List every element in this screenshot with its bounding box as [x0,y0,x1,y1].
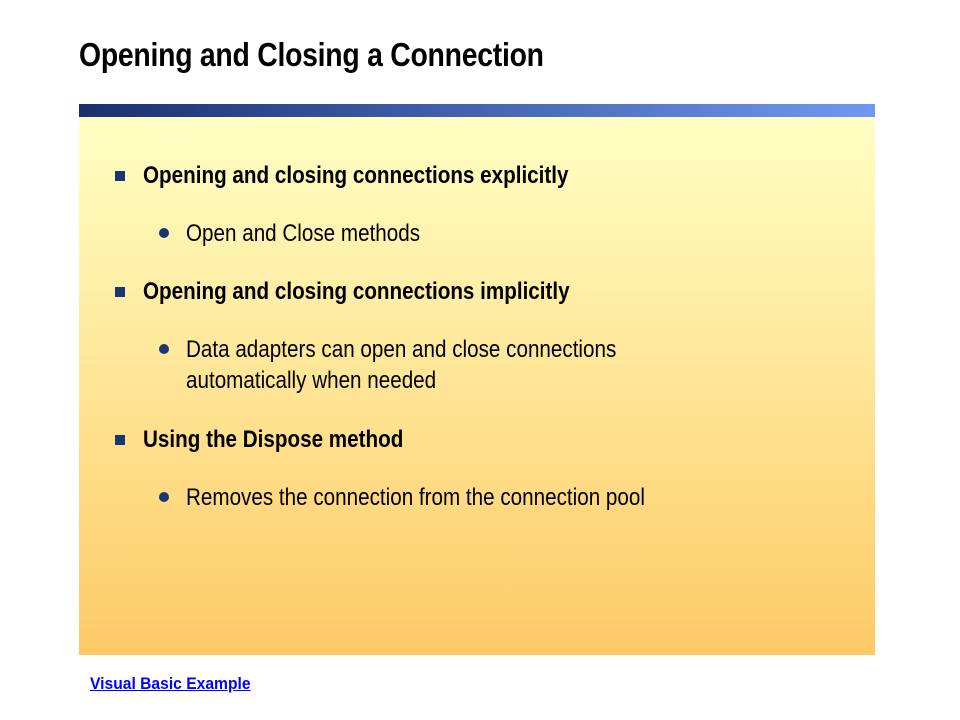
bullet-text: Opening and closing connections explicitly [143,162,569,189]
visual-basic-example-link[interactable]: Visual Basic Example [90,674,251,693]
bullet-line: Data adapters can open and close connections [186,336,617,363]
title-underline-bar [79,104,875,117]
slide-title: Opening and Closing a Connection [79,36,544,73]
sub-bullet-open-close [186,218,458,249]
bullet-text [186,334,616,396]
sub-bullet-data-adapters [186,334,686,396]
bullet-explicit [143,161,638,191]
bullet-text: Removes the connection from the connection pool [186,484,645,511]
bullet-text: Using the Dispose method [143,426,404,453]
sub-bullet-removes-connection [186,482,720,513]
bullet-dispose [143,425,446,455]
round-bullet-icon [159,344,169,354]
round-bullet-icon [159,492,169,502]
square-bullet-icon [115,435,125,445]
bullet-text: Open and Close methods [186,220,421,247]
square-bullet-icon [115,171,125,181]
content-panel [79,117,875,655]
bullet-text: Opening and closing connections implicitly [143,278,570,305]
round-bullet-icon [159,228,169,238]
bullet-line: automatically when needed [186,367,437,394]
square-bullet-icon [115,287,125,297]
bullet-implicit [143,277,639,307]
